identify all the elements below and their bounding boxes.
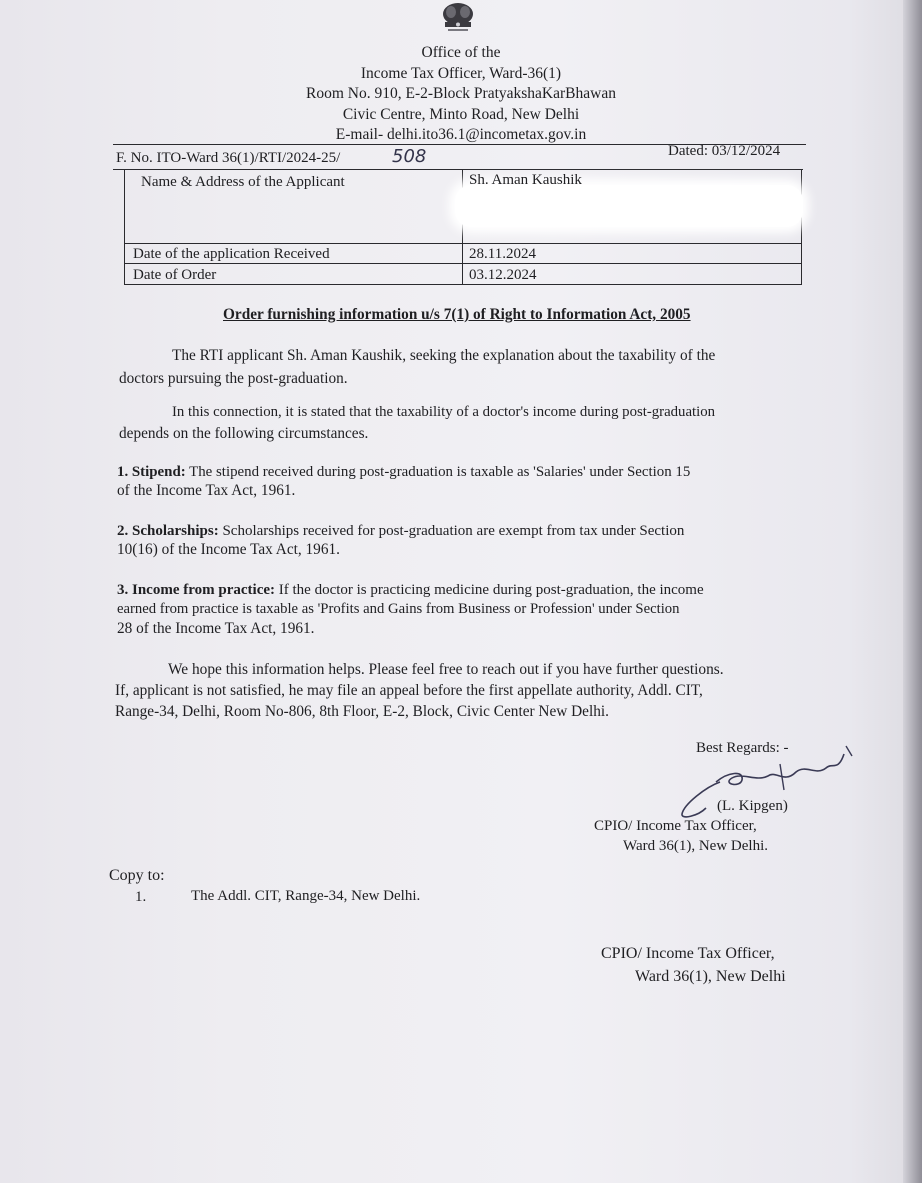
para-2-line-2: depends on the following circumstances. — [119, 425, 369, 442]
office-email: E-mail- delhi.ito36.1@incometax.gov.in — [335, 126, 587, 143]
office-address: Civic Centre, Minto Road, New Delhi — [342, 106, 580, 123]
application-date-label: Date of the application Received — [133, 246, 330, 262]
handwritten-file-number: 508 — [392, 146, 427, 167]
order-title: Order furnishing information u/s 7(1) of Right to Information Act, 2005 — [223, 306, 691, 323]
order-date: 03.12.2024 — [469, 267, 537, 283]
para-2-line-1: In this connection, it is stated that the taxability of a doctor's income during post-graduation — [172, 404, 716, 420]
para-3-line-2: If, applicant is not satisfied, he may file an appeal before the first appellate authority, Addl. CIT, — [115, 682, 703, 699]
signatory-designation: CPIO/ Income Tax Officer, — [594, 818, 757, 834]
redacted-address — [455, 185, 803, 227]
copy-item: The Addl. CIT, Range-34, New Delhi. — [191, 888, 421, 904]
file-number: F. No. ITO-Ward 36(1)/RTI/2024-25/ — [116, 150, 341, 166]
copy-item-number: 1. — [135, 889, 147, 905]
item-practice-line-3: 28 of the Income Tax Act, 1961. — [117, 620, 315, 637]
office-heading: Office of the — [421, 44, 501, 61]
signatory-ward: Ward 36(1), New Delhi. — [623, 838, 768, 854]
copy-to-label: Copy to: — [109, 867, 165, 884]
para-1-line-2: doctors pursuing the post-graduation. — [119, 370, 348, 387]
item-scholarships: 2. Scholarships: Scholarships received for post-graduation are exempt from tax under Section — [117, 523, 685, 539]
item-practice-line-2: earned from practice is taxable as 'Profits and Gains from Business or Profession' under Section — [117, 601, 680, 617]
office-ward: Income Tax Officer, Ward-36(1) — [360, 65, 562, 82]
applicant-label: Name & Address of the Applicant — [141, 174, 345, 190]
item-scholarships-line-2: 10(16) of the Income Tax Act, 1961. — [117, 541, 340, 558]
para-3-line-3: Range-34, Delhi, Room No-806, 8th Floor, E-2, Block, Civic Center New Delhi. — [115, 703, 609, 720]
best-regards: Best Regards: - — [696, 740, 789, 756]
para-3-line-1: We hope this information helps. Please feel free to reach out if you have further questions. — [168, 661, 724, 678]
national-emblem-icon — [436, 0, 480, 36]
footer-ward: Ward 36(1), New Delhi — [635, 968, 786, 985]
order-date-label: Date of Order — [133, 267, 217, 283]
office-room: Room No. 910, E-2-Block PratyakshaKarBhawan — [306, 85, 616, 102]
item-practice: 3. Income from practice: If the doctor is practicing medicine during post-graduation, the income — [117, 582, 704, 598]
para-1-line-1: The RTI applicant Sh. Aman Kaushik, seeking the explanation about the taxability of the — [172, 347, 716, 364]
dated: Dated: 03/12/2024 — [668, 143, 781, 159]
footer-designation: CPIO/ Income Tax Officer, — [601, 945, 775, 962]
applicant-name: Sh. Aman Kaushik — [469, 172, 582, 188]
application-date: 28.11.2024 — [469, 246, 536, 262]
item-stipend: 1. Stipend: The stipend received during post-graduation is taxable as 'Salaries' under Section 15 — [117, 464, 691, 480]
item-stipend-line-2: of the Income Tax Act, 1961. — [117, 482, 296, 499]
signatory-name: (L. Kipgen) — [717, 798, 788, 814]
